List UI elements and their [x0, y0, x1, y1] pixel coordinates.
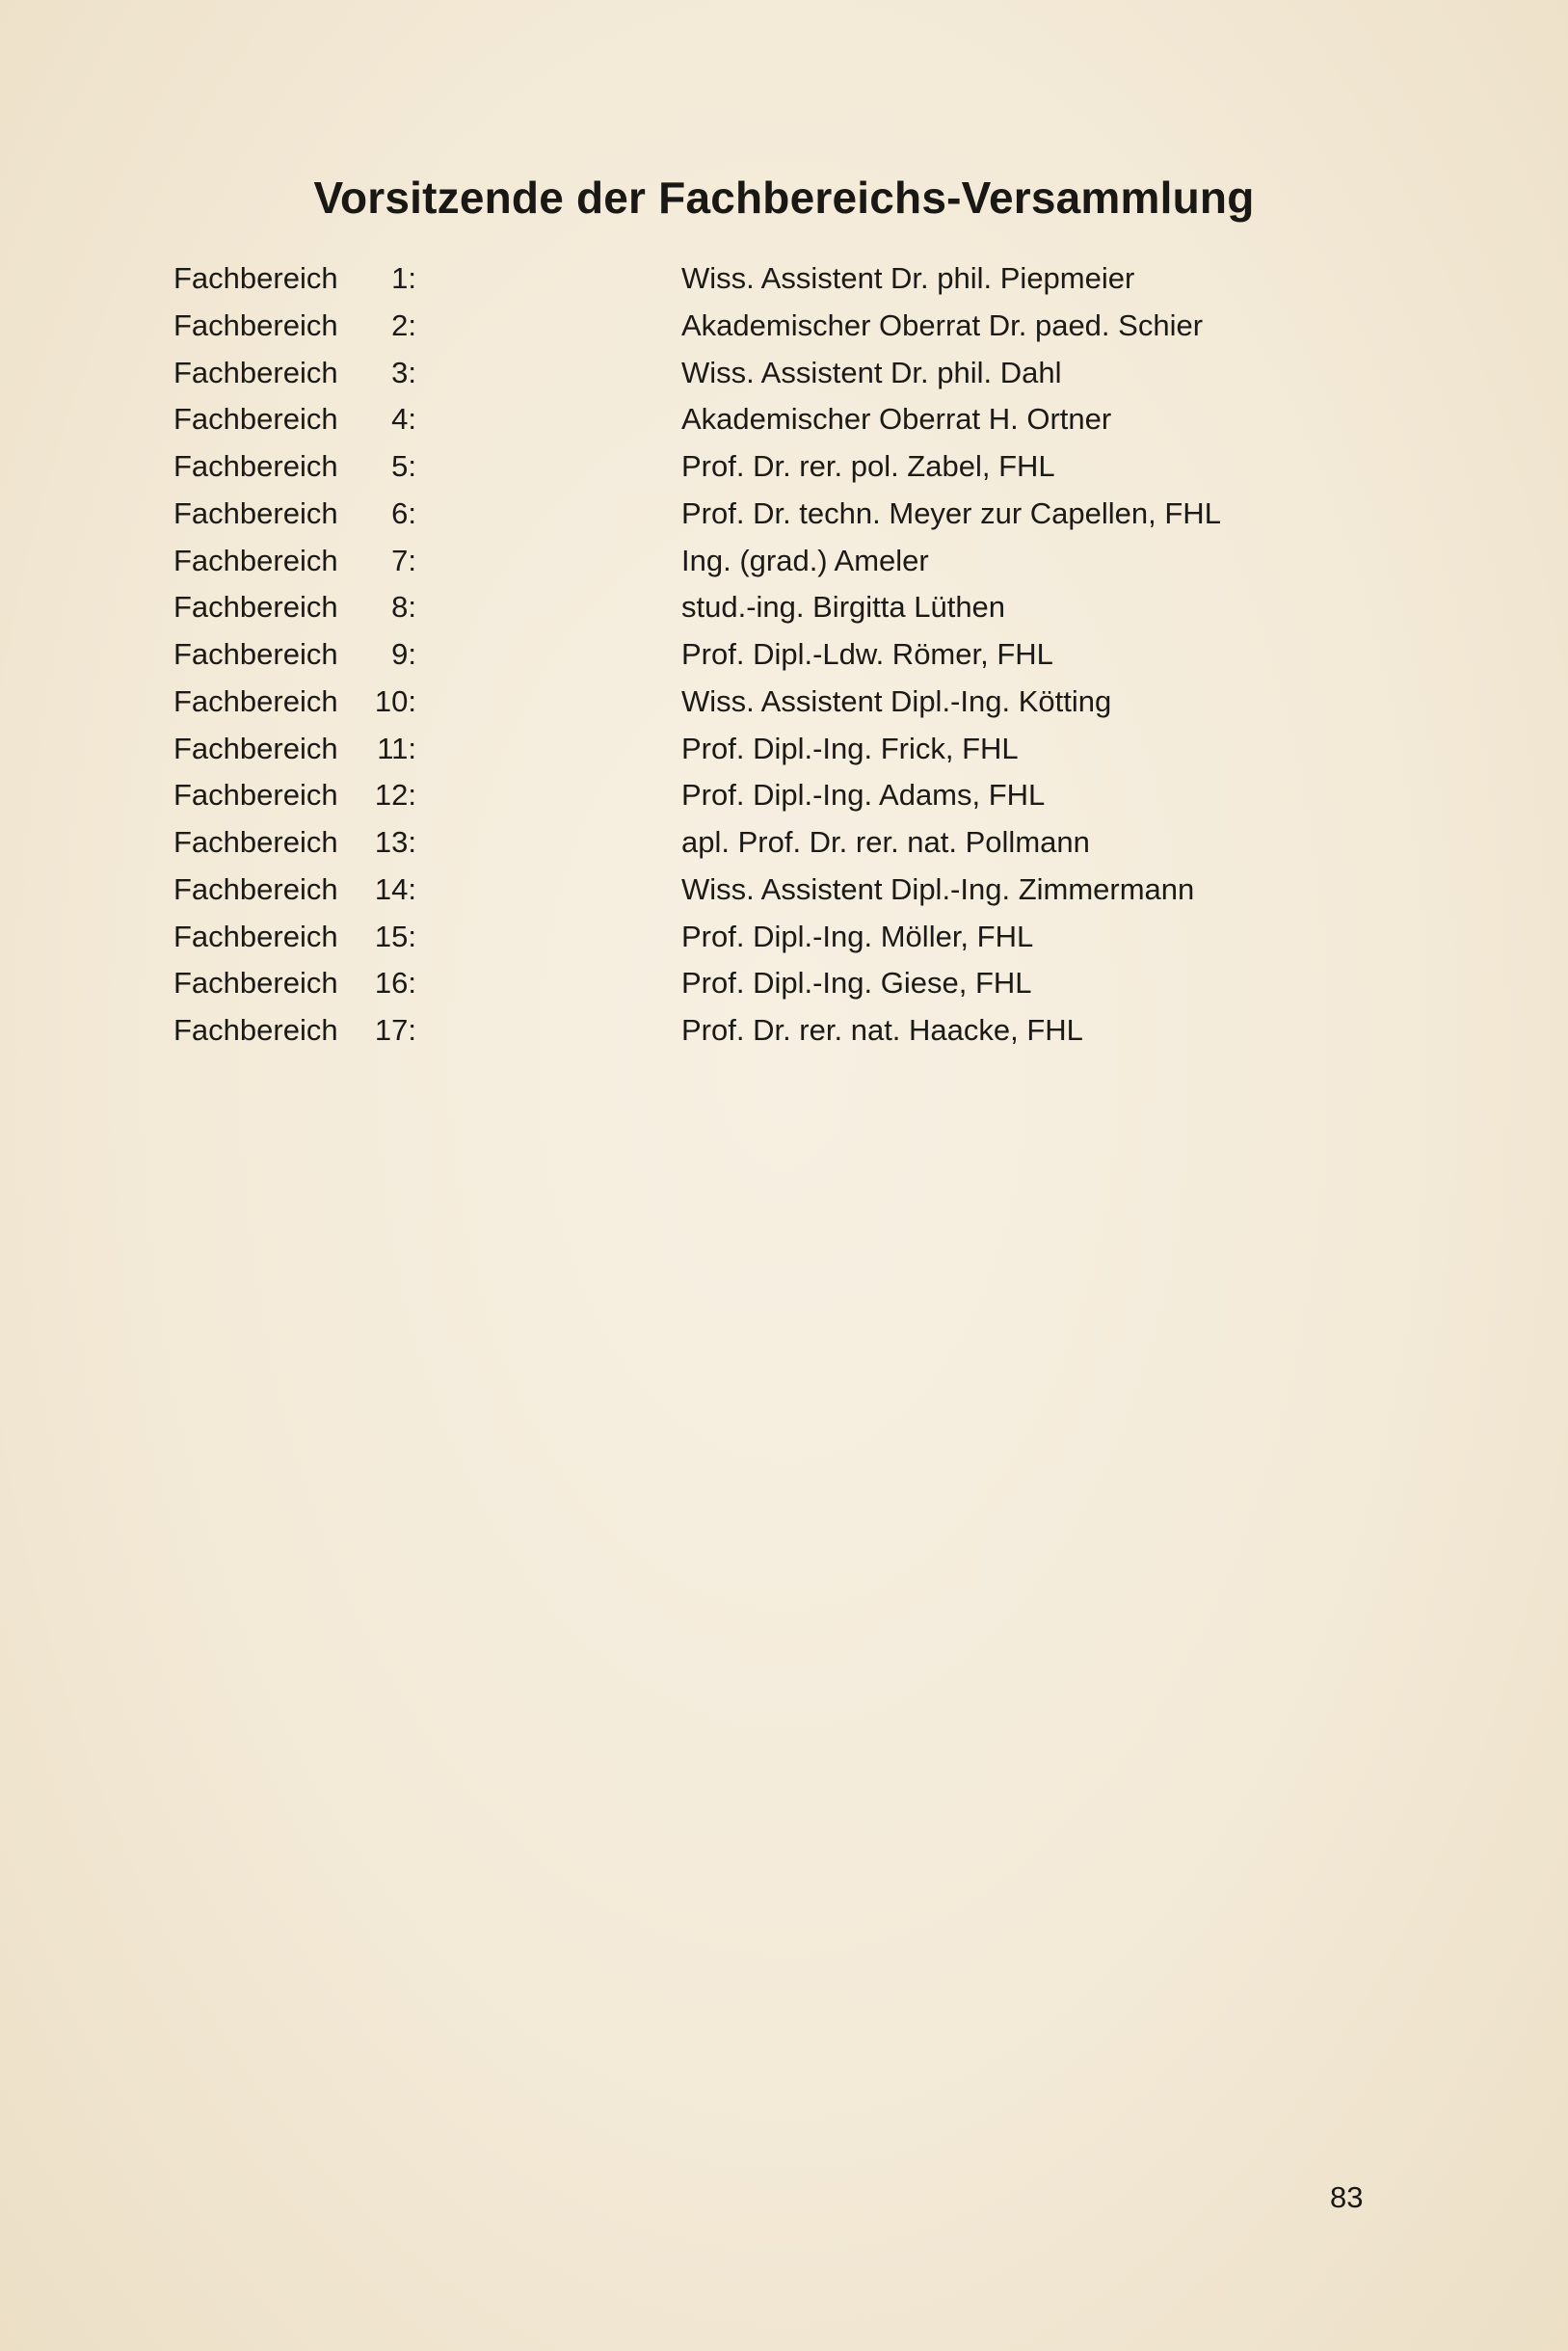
chair-name: Wiss. Assistent Dr. phil. Dahl — [681, 355, 1062, 389]
department-label: Fachbereich — [173, 966, 338, 1001]
chair-name: Akademischer Oberrat Dr. paed. Schier — [681, 307, 1204, 342]
chair-name: stud.-ing. Birgitta Lüthen — [681, 590, 1006, 625]
chair-list — [0, 255, 1568, 1055]
chair-name: Akademischer Oberrat H. Ortner — [681, 402, 1112, 437]
chair-row — [0, 1007, 1568, 1055]
chair-name: Prof. Dipl.-Ing. Giese, FHL — [681, 966, 1032, 1001]
chair-name: Prof. Dr. techn. Meyer zur Capellen, FHL — [681, 495, 1221, 530]
department-label: Fachbereich — [173, 919, 338, 953]
department-label: Fachbereich — [173, 778, 338, 813]
department-number: 6: — [391, 495, 416, 530]
department-label: Fachbereich — [173, 871, 338, 906]
chair-name: Prof. Dipl.-Ing. Adams, FHL — [681, 778, 1046, 813]
department-number: 15: — [374, 919, 416, 953]
department-label: Fachbereich — [173, 261, 338, 295]
department-label: Fachbereich — [173, 495, 338, 530]
chair-name: Wiss. Assistent Dipl.-Ing. Kötting — [681, 683, 1112, 718]
chair-name: Ing. (grad.) Ameler — [681, 543, 929, 577]
department-number: 16: — [374, 966, 416, 1001]
chair-name: apl. Prof. Dr. rer. nat. Pollmann — [681, 825, 1090, 859]
department-number: 17: — [374, 1013, 416, 1047]
chair-name: Prof. Dr. rer. nat. Haacke, FHL — [681, 1013, 1083, 1047]
chair-row — [0, 538, 1568, 585]
department-label: Fachbereich — [173, 637, 338, 671]
department-number: 1: — [391, 261, 416, 295]
chair-row — [0, 631, 1568, 679]
chair-row — [0, 303, 1568, 350]
chair-row — [0, 679, 1568, 726]
chair-row — [0, 584, 1568, 631]
chair-row — [0, 819, 1568, 867]
page-number: 83 — [1330, 2180, 1364, 2214]
chair-row — [0, 255, 1568, 303]
department-number: 12: — [374, 778, 416, 813]
chair-row — [0, 726, 1568, 773]
chair-row — [0, 867, 1568, 914]
chair-name: Prof. Dipl.-Ing. Frick, FHL — [681, 731, 1019, 765]
chair-row — [0, 350, 1568, 397]
department-number: 4: — [391, 402, 416, 437]
department-label: Fachbereich — [173, 590, 338, 625]
department-number: 13: — [374, 825, 416, 859]
chair-name: Prof. Dipl.-Ldw. Römer, FHL — [681, 637, 1053, 671]
department-label: Fachbereich — [173, 683, 338, 718]
chair-row — [0, 396, 1568, 443]
chair-row — [0, 772, 1568, 819]
department-number: 3: — [391, 355, 416, 389]
page-title: Vorsitzende der Fachbereichs-Versammlung — [313, 173, 1255, 223]
chair-name: Wiss. Assistent Dipl.-Ing. Zimmermann — [681, 871, 1195, 906]
chair-row — [0, 960, 1568, 1007]
department-label: Fachbereich — [173, 449, 338, 483]
department-label: Fachbereich — [173, 543, 338, 577]
department-number: 11: — [377, 731, 416, 765]
chair-name: Wiss. Assistent Dr. phil. Piepmeier — [681, 261, 1135, 295]
department-number: 2: — [391, 307, 416, 342]
department-number: 8: — [391, 590, 416, 625]
department-label: Fachbereich — [173, 402, 338, 437]
department-label: Fachbereich — [173, 1013, 338, 1047]
chair-row — [0, 443, 1568, 491]
department-number: 14: — [374, 871, 416, 906]
department-label: Fachbereich — [173, 355, 338, 389]
chair-row — [0, 914, 1568, 961]
department-label: Fachbereich — [173, 307, 338, 342]
department-number: 7: — [391, 543, 416, 577]
department-label: Fachbereich — [173, 825, 338, 859]
chair-name: Prof. Dr. rer. pol. Zabel, FHL — [681, 449, 1055, 483]
chair-name: Prof. Dipl.-Ing. Möller, FHL — [681, 919, 1034, 953]
department-number: 9: — [391, 637, 416, 671]
department-number: 10: — [374, 683, 416, 718]
department-label: Fachbereich — [173, 731, 338, 765]
chair-row — [0, 491, 1568, 538]
department-number: 5: — [391, 449, 416, 483]
